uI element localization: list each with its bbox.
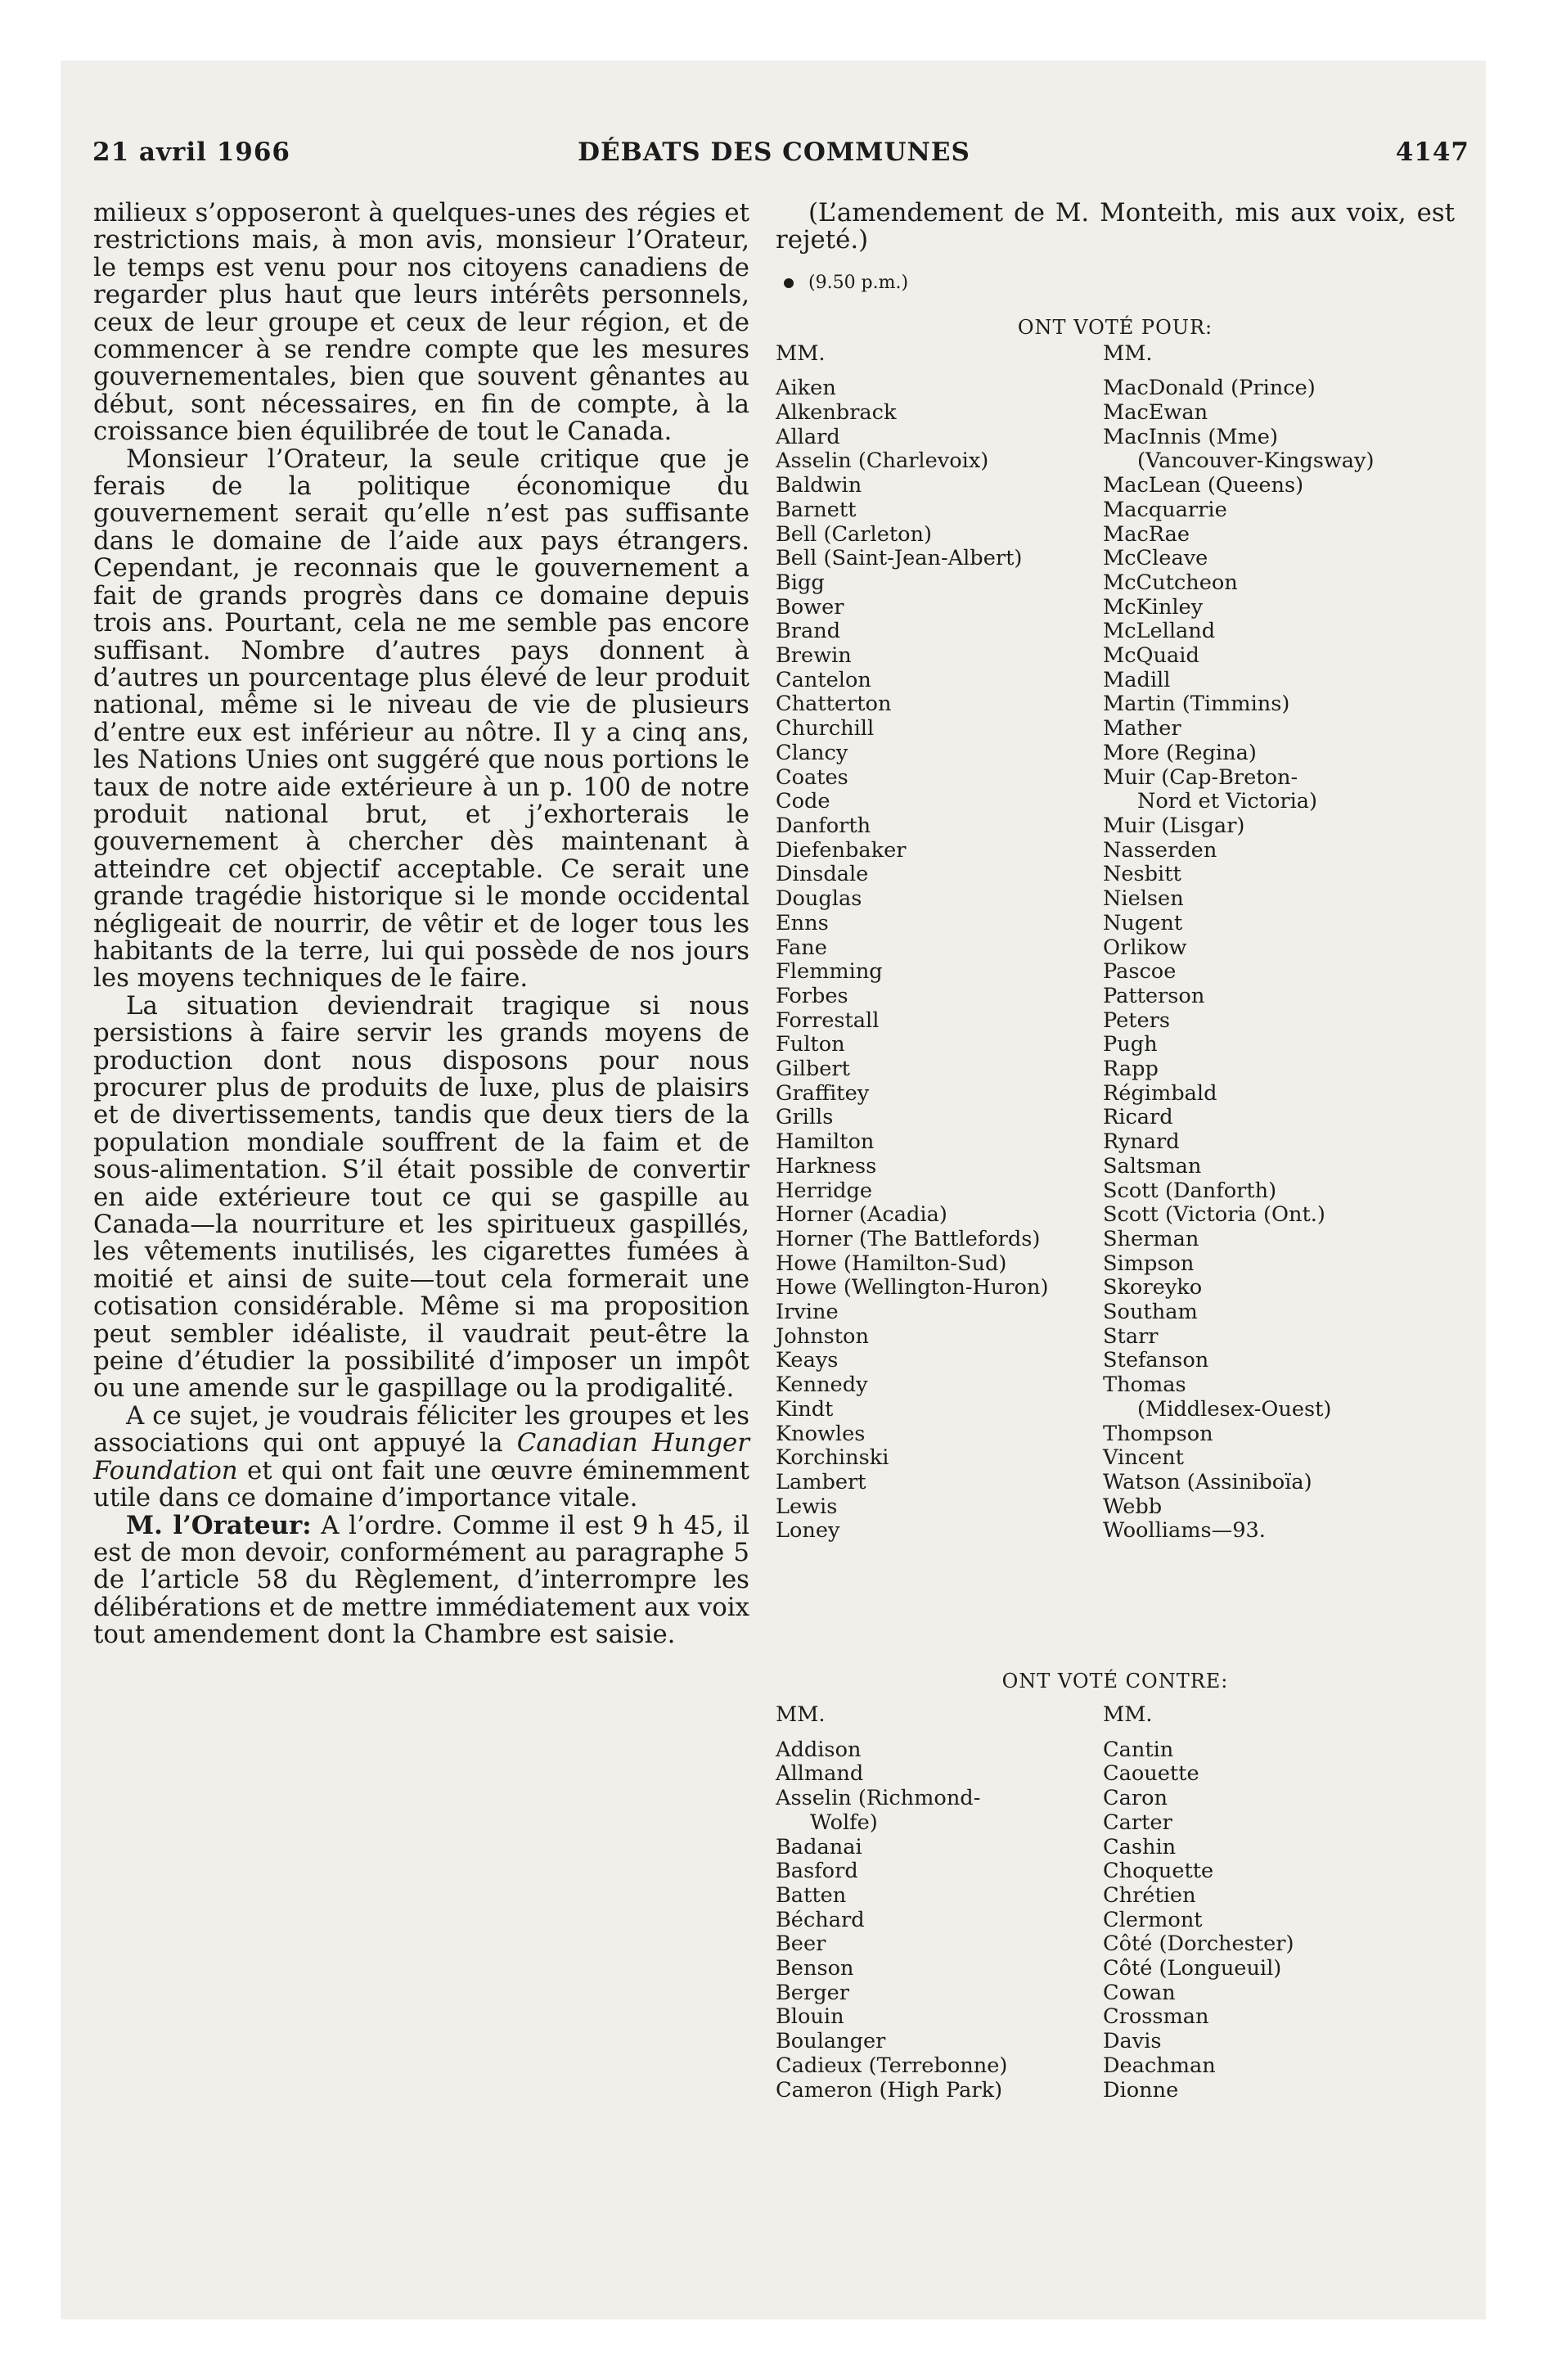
member-name: Herridge xyxy=(776,1178,873,1203)
member-name: Patterson xyxy=(1103,983,1205,1008)
pour-column-1 xyxy=(776,342,1103,1544)
member-name: Boulanger xyxy=(776,2029,886,2054)
paragraph-1: milieux s’opposeront à quelques-unes des régies et restrictions mais, à mon avis, monsieur l’Orateur, le temps est venu pour nos citoyens canadiens de regarder plus haut que leurs intérêts personnels, ceux de leur groupe et ceux de leur région, et de commencer à se rendre compte que les mesures gouvernementales, bien que souvent gênantes au début, sont nécessaires, en fin de compte, à la croissance bien équilibrée de tout le Canada. xyxy=(93,198,749,447)
member-name: Batten xyxy=(776,1882,847,1908)
member-name: Mather xyxy=(1103,716,1181,741)
member-name: Nugent xyxy=(1103,910,1183,935)
member-name: Crossman xyxy=(1103,2004,1209,2030)
paragraph-2: Monsieur l’Orateur, la seule critique que je ferais de la politique économique du gouvernement serait qu’elle n’est pas suffisante dans le domaine de l’aide aux pays étrangers. Cependant, je reconnais que le gouvernement a fait de grands progrès dans ce domaine depuis trois ans. Pourtant, cela ne me semble pas encore suffisant. Nombre d’autres pays donnent à d’autres un pourcentage plus élevé de leur produit national, même si le niveau de vie de plusieurs d’entre eux est inférieur au nôtre. Il y a cinq ans, les Nations Unies ont suggéré que nous portions le taux de notre aide extérieure à un p. 100 de notre produit national brut, et j’exhorterais le gouvernement à chercher dès maintenant à atteindre cet objectif acceptable. Ce serait une grande tragédie historique si le monde occidental négligeait de nourrir, de vêtir et de loger tous les habitants de la terre, lui qui possède de nos jours les moyens techniques de le faire. xyxy=(93,444,749,994)
member-name: Pascoe xyxy=(1103,959,1177,985)
contre-column-2 xyxy=(1103,1703,1447,2103)
member-name: Bigg xyxy=(776,570,825,595)
contre-names-1 xyxy=(776,1738,1103,2103)
member-name: Barnett xyxy=(776,497,857,522)
paragraph-4-organization: Canadian Hunger Foundation xyxy=(93,1428,750,1485)
member-name: Madill xyxy=(1103,667,1171,692)
member-name: Côté (Dorchester) xyxy=(1103,1931,1294,1957)
paragraph-4 xyxy=(93,1400,750,1513)
vote-pour-list xyxy=(776,342,1455,1668)
member-name: Dinsdale xyxy=(776,862,869,887)
member-name: Pugh xyxy=(1103,1032,1158,1057)
member-name: Béchard xyxy=(776,1907,865,1932)
member-name: Aiken xyxy=(776,376,836,401)
member-name: Allard xyxy=(776,424,840,449)
member-name: Dionne xyxy=(1103,2077,1179,2103)
member-name: Danforth xyxy=(776,813,871,838)
contre-column-1 xyxy=(776,1703,1103,2103)
member-name: Fane xyxy=(776,935,827,960)
member-name: Fulton xyxy=(776,1032,845,1057)
member-name: Bower xyxy=(776,594,844,620)
member-name: Caouette xyxy=(1103,1761,1199,1787)
time-stamp xyxy=(776,269,1455,296)
member-name: Douglas xyxy=(776,886,862,912)
member-name: Ricard xyxy=(1103,1105,1173,1130)
pour-names-2 xyxy=(1103,376,1447,1544)
member-name: Stefanson xyxy=(1103,1348,1209,1373)
member-name: Clancy xyxy=(776,740,848,765)
member-name: Beer xyxy=(776,1931,826,1957)
member-name: Kindt xyxy=(776,1396,834,1422)
member-name: Cantelon xyxy=(776,667,871,692)
pour-names-1 xyxy=(776,376,1103,1544)
member-name: MacInnis (Mme) xyxy=(1103,424,1278,449)
member-name: Deachman xyxy=(1103,2053,1216,2078)
member-name: Nord et Victoria) xyxy=(1137,789,1318,814)
member-name: Starr xyxy=(1103,1323,1159,1349)
member-name: Blouin xyxy=(776,2004,844,2030)
member-name: Korchinski xyxy=(776,1445,889,1471)
member-name: Muir (Cap-Breton- xyxy=(1103,764,1298,790)
member-name: Côté (Longueuil) xyxy=(1103,1956,1282,1981)
member-name: Graffitey xyxy=(776,1080,870,1106)
member-name: Southam xyxy=(1103,1300,1198,1325)
member-name: Rynard xyxy=(1103,1129,1180,1155)
member-name: Cashin xyxy=(1103,1834,1177,1859)
member-name: Forbes xyxy=(776,983,848,1008)
vote-contre-list xyxy=(776,1703,1455,2145)
member-name: Bell (Carleton) xyxy=(776,521,933,547)
header-date: 21 avril 1966 xyxy=(92,137,290,167)
member-name: Caron xyxy=(1103,1786,1168,1811)
member-name: Basford xyxy=(776,1859,858,1884)
member-name: Vincent xyxy=(1103,1445,1184,1471)
member-name: Grills xyxy=(776,1105,834,1130)
member-name: Hamilton xyxy=(776,1129,875,1155)
member-name: Scott (Danforth) xyxy=(1103,1178,1277,1203)
member-name: Brand xyxy=(776,619,841,644)
member-name: Cowan xyxy=(1103,1980,1176,2005)
member-name: Bell (Saint-Jean-Albert) xyxy=(776,546,1023,571)
left-column-text xyxy=(93,200,749,1649)
member-name: Johnston xyxy=(776,1323,869,1349)
member-name: More (Regina) xyxy=(1103,740,1257,765)
member-name: Muir (Lisgar) xyxy=(1103,813,1245,838)
member-name: Davis xyxy=(1103,2029,1162,2054)
member-name: Kennedy xyxy=(776,1373,868,1398)
right-column xyxy=(776,200,1455,2145)
member-name: Sherman xyxy=(1103,1226,1199,1251)
paragraph-5-text: A l’ordre. Comme il est 9 h 45, il est de mon devoir, conformément au paragraphe 5 de l’article 58 du Règlement, d’interrompre les délibérations et de mettre immédiatement aux voix tout amendement dont la Chambre est saisie. xyxy=(93,1510,749,1650)
member-name: (Vancouver-Kingsway) xyxy=(1137,449,1375,474)
member-name: McCleave xyxy=(1103,546,1208,571)
vote-pour-heading: ONT VOTÉ POUR: xyxy=(1017,316,1213,340)
member-name: Simpson xyxy=(1103,1251,1195,1276)
member-name: Brewin xyxy=(776,643,852,669)
member-name: MacEwan xyxy=(1103,400,1208,426)
member-name: Harkness xyxy=(776,1153,877,1179)
header-title: DÉBATS DES COMMUNES xyxy=(578,137,970,167)
member-name: Keays xyxy=(776,1348,839,1373)
member-name: Benson xyxy=(776,1956,854,1981)
member-name: Code xyxy=(776,789,830,814)
member-name: Webb xyxy=(1103,1494,1163,1519)
page-header xyxy=(0,137,1548,170)
member-name: Asselin (Richmond- xyxy=(776,1786,981,1811)
member-name: MacLean (Queens) xyxy=(1103,473,1304,498)
member-name: Nasserden xyxy=(1103,837,1217,863)
member-name: Scott (Victoria (Ont.) xyxy=(1103,1202,1325,1228)
member-name: Cantin xyxy=(1103,1737,1174,1762)
member-name: Howe (Hamilton-Sud) xyxy=(776,1251,1007,1276)
member-name: Lambert xyxy=(776,1469,866,1494)
member-name: Choquette xyxy=(1103,1859,1214,1884)
member-name: Badanai xyxy=(776,1834,862,1859)
member-name: Gilbert xyxy=(776,1057,850,1082)
member-name: Clermont xyxy=(1103,1907,1203,1932)
member-name: Diefenbaker xyxy=(776,837,907,863)
member-name: Thomas xyxy=(1103,1373,1186,1398)
paragraph-4-text-b: et qui ont fait une œuvre éminemment utile dans ce domaine d’importance vitale. xyxy=(93,1455,749,1513)
member-name: Saltsman xyxy=(1103,1153,1202,1179)
member-name: Loney xyxy=(776,1518,840,1544)
mm-label: MM. xyxy=(1103,1702,1153,1728)
member-name: (Middlesex-Ouest) xyxy=(1137,1396,1332,1422)
member-name: Watson (Assiniboïa) xyxy=(1103,1469,1312,1494)
member-name: Cadieux (Terrebonne) xyxy=(776,2053,1008,2078)
bullet-icon xyxy=(784,278,794,288)
member-name: Régimbald xyxy=(1103,1080,1217,1106)
mm-label: MM. xyxy=(776,340,826,366)
member-name: Irvine xyxy=(776,1300,839,1325)
vote-contre-heading: ONT VOTÉ CONTRE: xyxy=(1001,1669,1229,1693)
member-name: Rapp xyxy=(1103,1057,1159,1082)
member-name: Knowles xyxy=(776,1421,866,1446)
member-name: Berger xyxy=(776,1980,849,2005)
member-name: MacRae xyxy=(1103,521,1190,547)
member-name: Lewis xyxy=(776,1494,838,1519)
member-name: Howe (Wellington-Huron) xyxy=(776,1275,1049,1300)
member-name: Chatterton xyxy=(776,692,892,717)
member-name: Baldwin xyxy=(776,473,862,498)
paragraph-4-text-a: A ce sujet, je voudrais féliciter les groupes et les associations qui ont appuyé la xyxy=(93,1400,749,1458)
mm-label: MM. xyxy=(776,1702,826,1728)
member-name: Allmand xyxy=(776,1761,864,1787)
member-name: Enns xyxy=(776,910,829,935)
member-name: Peters xyxy=(1103,1007,1171,1033)
member-name: Forrestall xyxy=(776,1007,880,1033)
paragraph-3: La situation deviendrait tragique si nous persistions à faire servir les grands moyens de production dont nous disposons pour nous procurer plus de produits de luxe, plus de plaisirs et de divertissements, tandis que deux tiers de la population mondiale souffrent de la faim et de sous-alimentation. S’il était possible de convertir en aide extérieure tout ce qui se gaspille au Canada—la nourriture et les spiritueux gaspillés, les vêtements inutilisés, les cigarettes fumées à moitié et ainsi de suite—tout cela formerait une cotisation considérable. Même si ma proposition peut sembler idéaliste, il vaudrait peut-être la peine d’étudier la possibilité d’imposer un impôt ou une amende sur le gaspillage ou la prodigalité. xyxy=(93,990,749,1404)
member-name: Skoreyko xyxy=(1103,1275,1203,1300)
member-name: Alkenbrack xyxy=(776,400,897,426)
member-name: Thompson xyxy=(1103,1421,1213,1446)
amendment-result: (L’amendement de M. Monteith, mis aux voix, est rejeté.) xyxy=(776,198,1455,255)
time-text: (9.50 p.m.) xyxy=(808,272,909,293)
contre-names-2 xyxy=(1103,1738,1447,2103)
member-name: Wolfe) xyxy=(810,1810,878,1835)
member-name: Horner (Acadia) xyxy=(776,1202,947,1228)
member-name: McQuaid xyxy=(1103,643,1199,669)
member-name: Flemming xyxy=(776,959,883,985)
member-name: Martin (Timmins) xyxy=(1103,692,1290,717)
pour-column-2 xyxy=(1103,342,1447,1544)
member-name: Coates xyxy=(776,764,848,790)
member-name: McKinley xyxy=(1103,594,1204,620)
member-name: Carter xyxy=(1103,1810,1172,1835)
member-name: Woolliams—93. xyxy=(1103,1518,1266,1544)
member-name: Macquarrie xyxy=(1103,497,1227,522)
member-name: Nesbitt xyxy=(1103,862,1181,887)
member-name: McCutcheon xyxy=(1103,570,1238,595)
member-name: Orlikow xyxy=(1103,935,1187,960)
member-name: Asselin (Charlevoix) xyxy=(776,449,989,474)
member-name: MacDonald (Prince) xyxy=(1103,376,1316,401)
member-name: Horner (The Battlefords) xyxy=(776,1226,1041,1251)
member-name: Cameron (High Park) xyxy=(776,2077,1003,2103)
member-name: Nielsen xyxy=(1103,886,1184,912)
member-name: Chrétien xyxy=(1103,1882,1196,1908)
member-name: Churchill xyxy=(776,716,875,741)
member-name: McLelland xyxy=(1103,619,1216,644)
mm-label: MM. xyxy=(1103,340,1153,366)
speaker-label: M. l’Orateur: xyxy=(126,1510,312,1540)
paragraph-5 xyxy=(93,1512,749,1649)
header-page-number: 4147 xyxy=(1395,137,1469,167)
member-name: Addison xyxy=(776,1737,862,1762)
